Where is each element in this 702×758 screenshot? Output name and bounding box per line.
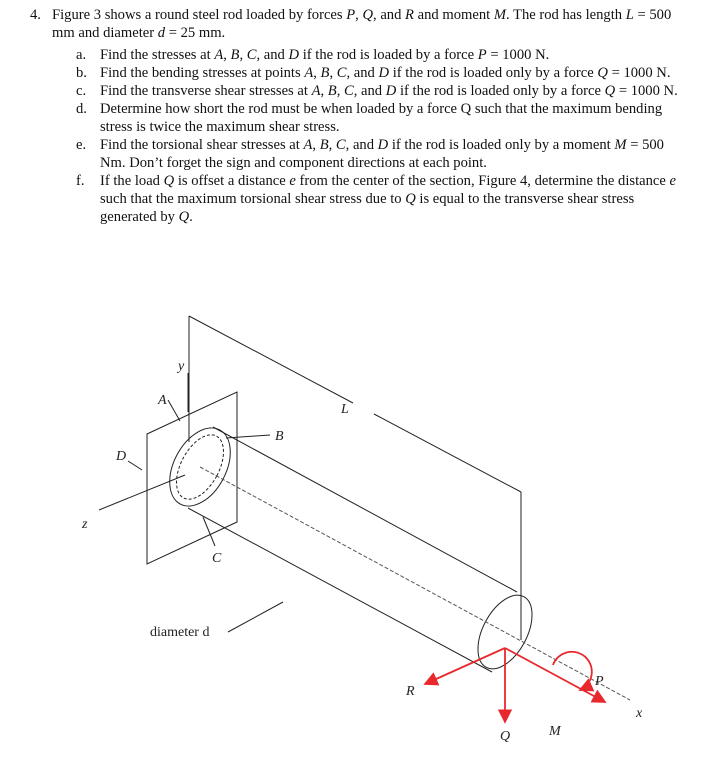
math-variable: P <box>346 7 356 23</box>
text-run: , and <box>256 47 289 63</box>
math-variable: B <box>319 137 329 153</box>
math-variable: R <box>405 7 414 23</box>
label-D: D <box>116 449 127 464</box>
text-run: Determine how short the rod must be when loaded by a force Q such that the maximum bending stress is twice the maximum shear stress. <box>100 101 663 135</box>
label-C: C <box>212 551 222 566</box>
math-variable: P <box>477 47 487 63</box>
leader-diameter <box>228 602 283 632</box>
math-variable: L <box>625 7 634 23</box>
text-run: if the rod is loaded only by a force <box>396 83 605 99</box>
math-variable: D <box>288 47 300 63</box>
text-run: , <box>312 137 320 153</box>
math-variable: Q <box>405 191 416 207</box>
text-run: , and <box>353 83 386 99</box>
label-P: P <box>595 674 604 689</box>
math-variable: C <box>336 65 347 81</box>
label-M: M <box>549 724 561 739</box>
math-variable: A <box>304 65 314 81</box>
text-run: is offset a distance <box>174 173 290 189</box>
part-letter: d. <box>76 101 87 117</box>
part-letter: c. <box>76 83 87 99</box>
math-variable: D <box>377 137 389 153</box>
text-run: is equal to the transverse shear stress generated by <box>100 191 635 225</box>
math-variable: e <box>289 173 296 189</box>
text-run: , <box>355 7 363 23</box>
label-Q: Q <box>500 729 511 744</box>
part-letter: e. <box>76 137 87 153</box>
label-B: B <box>275 429 284 444</box>
math-variable: Q <box>178 209 190 225</box>
text-run: , <box>320 83 328 99</box>
math-variable: C <box>335 137 346 153</box>
math-variable: Q <box>604 83 616 99</box>
math-variable: B <box>327 83 337 99</box>
x-axis-centerline <box>200 467 630 700</box>
text-run: , <box>329 65 337 81</box>
math-variable: A <box>303 137 313 153</box>
text-run: , and <box>346 65 379 81</box>
math-variable: D <box>378 65 390 81</box>
leader-D <box>128 461 142 470</box>
math-variable: A <box>214 47 224 63</box>
label-z: z <box>82 517 88 532</box>
math-variable: C <box>344 83 354 99</box>
text-run: = 500 Nm. Don’t forget the sign and component directions at each point. <box>100 137 664 171</box>
text-run: Find the bending stresses at points <box>100 65 305 81</box>
math-variable: B <box>320 65 330 81</box>
text-run: . <box>189 209 193 225</box>
force-R-arrow <box>425 648 505 684</box>
math-variable: D <box>385 83 397 99</box>
text-run: if the rod is loaded only by a force <box>389 65 598 81</box>
part-letter: b. <box>76 65 87 81</box>
text-run: = 25 mm. <box>165 25 226 41</box>
text-run: = 1000 N. <box>486 47 550 63</box>
text-run: = 1000 N. <box>615 83 678 99</box>
label-R: R <box>406 684 415 699</box>
text-run: If the load <box>100 173 164 189</box>
math-variable: e <box>669 173 677 189</box>
math-variable: Q <box>362 7 374 23</box>
text-run: , <box>223 47 231 63</box>
label-L: L <box>341 402 349 417</box>
z-axis-line <box>99 475 185 510</box>
text-run: , <box>328 137 336 153</box>
text-run: , and <box>373 7 406 23</box>
text-run: = 1000 N. <box>607 65 671 81</box>
math-variable: A <box>311 83 321 99</box>
text-run: such that the maximum torsional shear stress due to <box>100 191 406 207</box>
dim-line-L-lower <box>374 414 521 492</box>
text-run: from the center of the section, Figure 4, determine the distance <box>295 173 670 189</box>
dim-line-L-upper <box>189 316 353 403</box>
text-run: , <box>336 83 344 99</box>
force-P-arrow <box>505 648 605 702</box>
math-variable: B <box>230 47 240 63</box>
part-letter: a. <box>76 47 87 63</box>
label-diameter: diameter d <box>150 625 210 640</box>
math-variable: M <box>493 7 506 23</box>
text-run: = 500 mm and diameter <box>52 7 672 41</box>
label-y: y <box>178 359 185 374</box>
text-run: Find the stresses at <box>100 47 215 63</box>
text-run: and moment <box>413 7 494 23</box>
text-run: , <box>239 47 247 63</box>
text-run: Find the torsional shear stresses at <box>100 137 304 153</box>
text-run: Find the transverse shear stresses at <box>100 83 312 99</box>
text-run: if the rod is loaded by a force <box>299 47 478 63</box>
math-variable: C <box>246 47 257 63</box>
rod-bottom-edge <box>188 508 492 672</box>
leader-A <box>168 400 180 421</box>
text-run: , and <box>345 137 378 153</box>
text-run: if the rod is loaded only by a moment <box>388 137 615 153</box>
math-variable: Q <box>597 65 608 81</box>
part-letter: f. <box>76 173 85 189</box>
text-run: . The rod has length <box>506 7 626 23</box>
text-run: , <box>313 65 321 81</box>
math-variable: d <box>157 25 166 41</box>
math-variable: Q <box>163 173 175 189</box>
label-A: A <box>158 393 167 408</box>
text-run: Figure 3 shows a round steel rod loaded by forces <box>52 7 347 23</box>
math-variable: M <box>614 137 627 153</box>
rod-top-edge <box>213 427 517 592</box>
label-x: x <box>636 706 643 721</box>
problem-number: 4. <box>30 7 41 23</box>
